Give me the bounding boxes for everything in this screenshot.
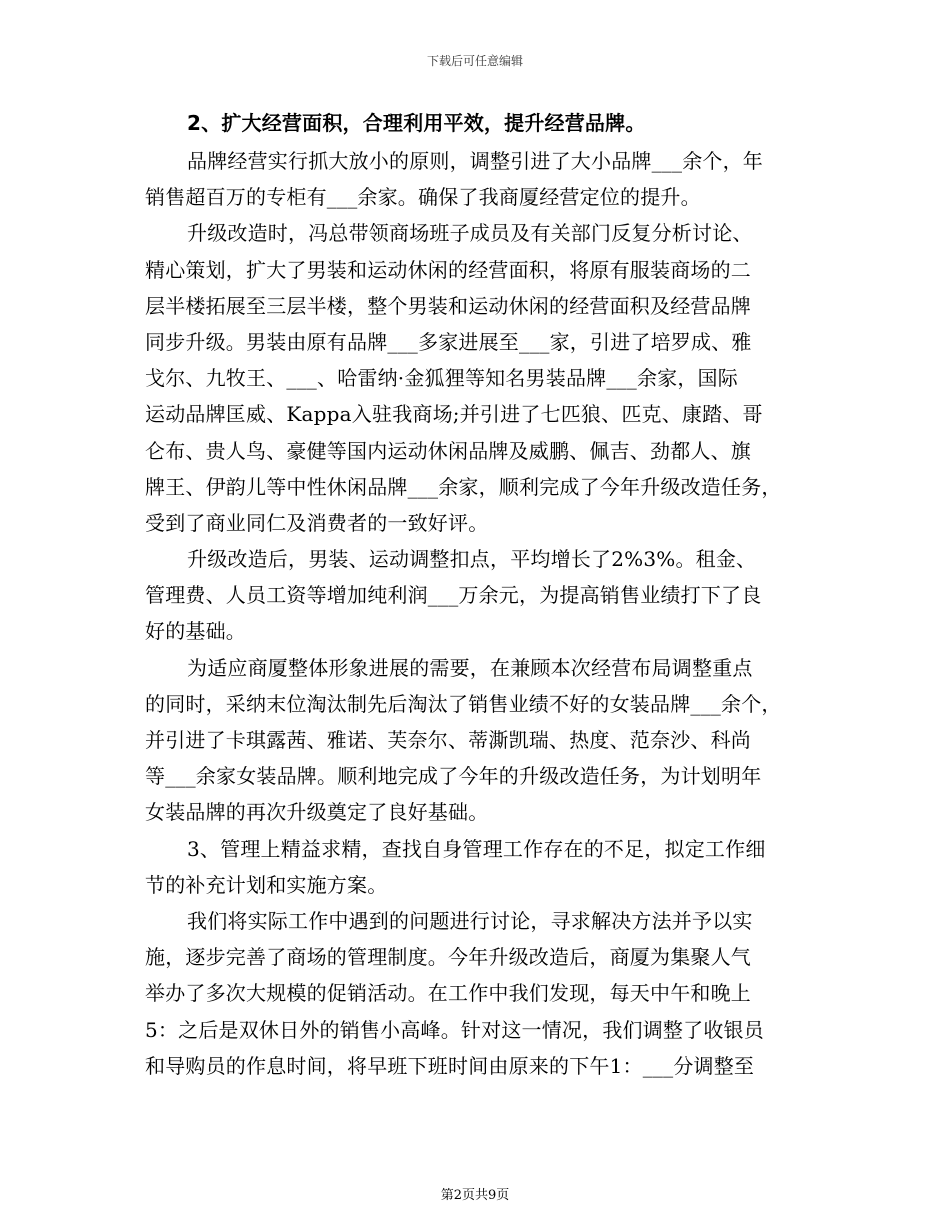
- text-line: 5：之后是双休日外的销售小高峰。针对这一情况，我们调整了收银员: [145, 1017, 764, 1042]
- paragraph-lines: [145, 148, 815, 1079]
- document-body: [145, 110, 815, 1089]
- text-line: 受到了商业同仁及消费者的一致好评。: [145, 510, 489, 535]
- text-line: 女装品牌的再次升级奠定了良好基础。: [145, 800, 489, 825]
- text-line: 3、管理上精益求精，查找自身管理工作存在的不足，拟定工作细: [187, 836, 766, 861]
- text-line: 我们将实际工作中遇到的问题进行讨论，寻求解决方法并予以实: [187, 908, 753, 933]
- text-line: 为适应商厦整体形象进展的需要，在兼顾本次经营布局调整重点: [187, 655, 753, 680]
- page-header: 下载后可任意编辑: [426, 54, 523, 68]
- text-line: 等___余家女装品牌。顺利地完成了今年的升级改造任务，为计划明年: [145, 764, 762, 789]
- text-line: 运动品牌匡威、Kappa入驻我商场;并引进了七匹狼、匹克、康踏、哥: [145, 402, 763, 427]
- text-line: 升级改造后，男装、运动调整扣点，平均增长了2%3%。租金、: [187, 547, 757, 572]
- text-line: 同步升级。男装由原有品牌___多家进展至___家，引进了培罗成、雅: [145, 329, 752, 354]
- text-line: 节的补充计划和实施方案。: [145, 872, 388, 897]
- text-line: 举办了多次大规模的促销活动。在工作中我们发现，每天中午和晚上: [145, 981, 751, 1006]
- text-line: 管理费、人员工资等增加纯利润___万余元，为提高销售业绩打下了良: [145, 583, 762, 608]
- text-line: 升级改造时，冯总带领商场班子成员及有关部门反复分析讨论、: [187, 221, 753, 246]
- text-line: 层半楼拓展至三层半楼，整个男装和运动休闲的经营面积及经营品牌: [145, 293, 751, 318]
- text-line: 的同时，采纳末位淘汰制先后淘汰了销售业绩不好的女装品牌___余个，: [145, 691, 782, 716]
- text-line: 和导购员的作息时间，将早班下班时间由原来的下午1：___分调整至: [145, 1053, 755, 1078]
- text-line: 施，逐步完善了商场的管理制度。今年升级改造后，商厦为集聚人气: [145, 945, 751, 970]
- text-line: 戈尔、九牧王、___、哈雷纳·金狐狸等知名男装品牌___余家，国际: [145, 366, 738, 391]
- page-footer: 第2页共9页: [440, 1188, 510, 1203]
- text-line: 好的基础。: [145, 619, 246, 644]
- text-line: 精心策划，扩大了男装和运动休闲的经营面积，将原有服装商场的二: [145, 257, 751, 282]
- text-line: 牌王、伊韵儿等中性休闲品牌___余家，顺利完成了今年升级改造任务，: [145, 474, 782, 499]
- text-line: 并引进了卡琪露茜、雅诺、芙奈尔、蒂澌凯瑞、热度、范奈沙、科尚: [145, 728, 751, 752]
- text-line: 销售超百万的专柜有___余家。确保了我商厦经营定位的提升。: [145, 185, 701, 210]
- section-heading: 2、扩大经营面积，合理利用平效，提升经营品牌。: [187, 111, 646, 135]
- text-line: 仑布、贵人鸟、豪健等国内运动休闲品牌及威鹏、佩吉、劲都人、旗: [145, 438, 751, 463]
- text-line: 品牌经营实行抓大放小的原则，调整引进了大小品牌___余个，年: [187, 149, 763, 173]
